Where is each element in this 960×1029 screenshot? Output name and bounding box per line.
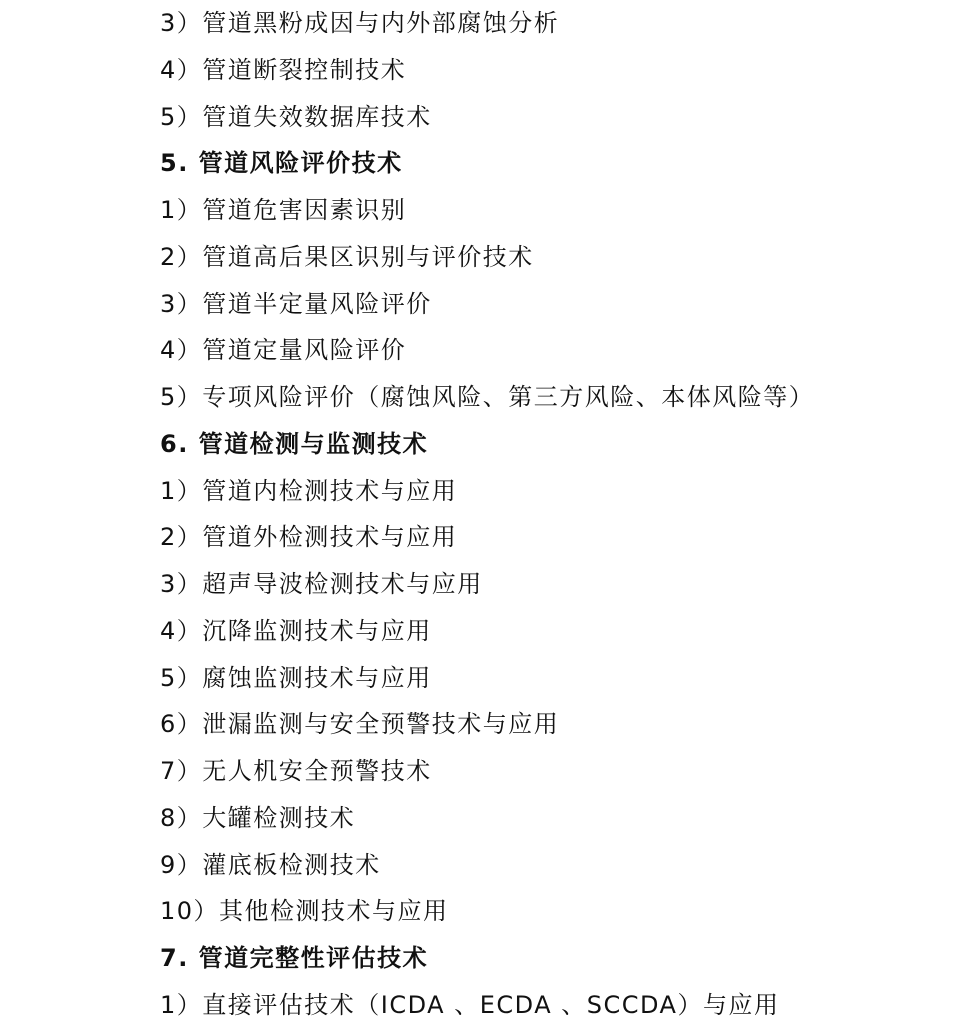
list-item-3-guided-wave: 3）超声导波检测技术与应用 <box>160 570 483 598</box>
document-body <box>160 0 950 1029</box>
list-item-9-tank-bottom-inspection: 9）灌底板检测技术 <box>160 850 381 879</box>
list-item-2-external-inspection: 2）管道外检测技术与应用 <box>160 523 458 552</box>
list-item-5-corrosion-monitoring: 5）腐蚀监测技术与应用 <box>160 663 432 692</box>
list-item-2-high-consequence-area: 2）管道高后果区识别与评价技术 <box>160 242 534 271</box>
list-item-5-special-risk: 5）专项风险评价（腐蚀风险、第三方风险、本体风险等） <box>160 383 815 411</box>
list-item-6-leak-monitoring: 6）泄漏监测与安全预警技术与应用 <box>160 710 560 739</box>
list-item-5-failure-database: 5）管道失效数据库技术 <box>160 102 432 131</box>
list-item-4-settlement-monitoring: 4）沉降监测技术与应用 <box>160 616 432 645</box>
section-heading-7-integrity-assessment: 7. 管道完整性评估技术 <box>160 944 429 972</box>
list-item-1-hazard-identification: 1）管道危害因素识别 <box>160 196 407 224</box>
list-item-1-internal-inspection: 1）管道内检测技术与应用 <box>160 476 458 505</box>
list-item-1-direct-assessment: 1）直接评估技术（ICDA 、ECDA 、SCCDA）与应用 <box>160 990 780 1019</box>
list-item-8-tank-inspection: 8）大罐检测技术 <box>160 803 356 832</box>
section-heading-6-inspection-monitoring: 6. 管道检测与监测技术 <box>160 429 429 458</box>
list-item-10-other-inspection: 10）其他检测技术与应用 <box>160 897 449 926</box>
list-item-4-fracture-control: 4）管道断裂控制技术 <box>160 55 407 84</box>
list-item-4-quantitative-risk: 4）管道定量风险评价 <box>160 336 407 365</box>
list-item-3-black-powder: 3）管道黑粉成因与内外部腐蚀分析 <box>160 9 560 37</box>
list-item-3-semi-quantitative-risk: 3）管道半定量风险评价 <box>160 289 432 318</box>
section-heading-5-risk-assessment: 5. 管道风险评价技术 <box>160 149 403 178</box>
list-item-7-drone-warning: 7）无人机安全预警技术 <box>160 757 432 785</box>
